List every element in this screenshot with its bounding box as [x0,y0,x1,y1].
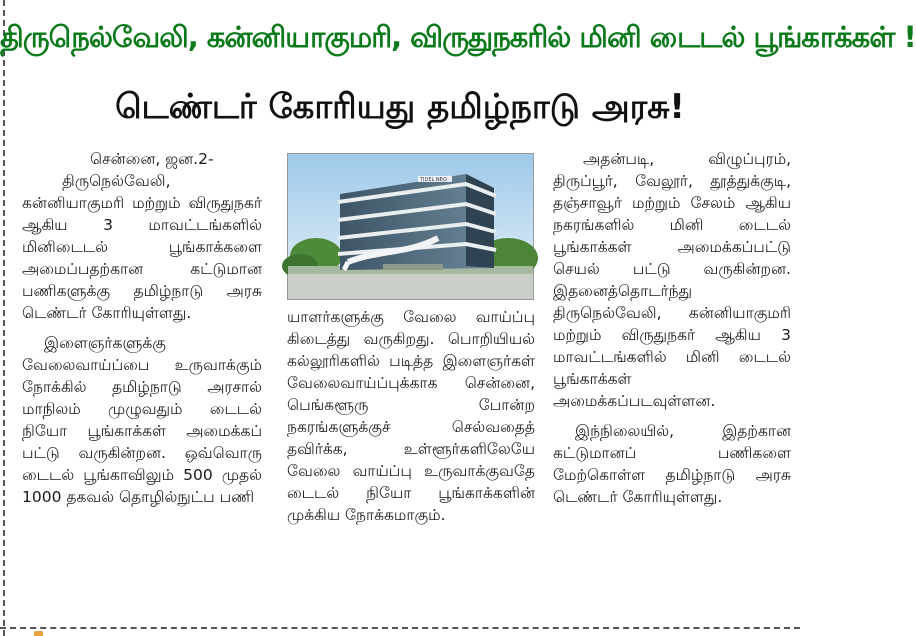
building-sign-text: TIDEL NEO [420,177,447,183]
paragraph: இந்நிலையில், இதற்கான கட்டுமானப் பணிகளை மேற்கொள்ள தமிழ்நாடு அரசு டெண்டர் கோரியுள்ளது. [553,422,791,506]
article-column-right [553,148,791,508]
article-column-middle [287,306,535,526]
dateline: சென்னை, ஜன.2- [90,150,214,168]
paragraph: இளைஞர்களுக்கு வேலைவாய்ப்பை உருவாக்கும் நோக்கில் தமிழ்நாடு அரசால் மாநிலம் முழுவதும் டைடல் நியோ பூங்காக்கள் அமைக்கப் பட்டு வருகின்றன. ஒவ்வொரு டைடல் பூங்காவிலும் 500 முதல் 1000 தகவல் தொழில்நுட்ப பணி [22,334,262,506]
article-column-left [22,148,262,508]
next-story-edge [0,630,800,636]
paragraph: யாளர்களுக்கு வேலை வாய்ப்பு கிடைத்து வருகிறது. பொறியியல் கல்லூரிகளில் படித்த இளைஞர்கள் வேலைவாய்ப்புக்காக சென்னை, பெங்களூரு போன்ற நகரங்களுக்குச் செல்வதைத் தவிர்க்க, உள்ளூர்களிலேயே வேலை வாய்ப்பு உருவாக்குவதே டைடல் நியோ பூங்காக்களின் முக்கிய நோக்கமாகும். [287,308,535,524]
paragraph: திருநெல்வேலி, கன்னியாகுமரி மற்றும் விருதுநகர் ஆகிய 3 மாவட்டங்களில் மினிடைடல் பூங்காக்களை அமைப்பதற்கான கட்டுமான பணிகளுக்கு தமிழ்நாடு அரசு டெண்டர் கோரியுள்ளது. [22,172,262,322]
paragraph: அதன்படி, விழுப்புரம், திருப்பூர், வேலூர், தூத்துக்குடி, தஞ்சாவூர் மற்றும் சேலம் ஆகிய நகரங்களில் மினி டைடல் பூங்காக்கள் அமைக்கப்பட்டு செயல் பட்டு வருகின்றன. இதனைத்தொடர்ந்து திருநெல்வேலி, கன்னியாகுமரி மற்றும் விருதுநகர் ஆகிய 3 மாவட்டங்களில் மினி டைடல் பூங்காக்கள் அமைக்கப்படவுள்ளன. [553,150,791,410]
headline-primary: திருநெல்வேலி, கன்னியாகுமரி, விருதுநகரில் மினி டைடல் பூங்காக்கள் ! [0,20,916,54]
dashed-cut-border-bottom [0,627,800,629]
building-photo [287,153,534,300]
headline-secondary: டெண்டர் கோரியது தமிழ்நாடு அரசு! [115,87,685,127]
